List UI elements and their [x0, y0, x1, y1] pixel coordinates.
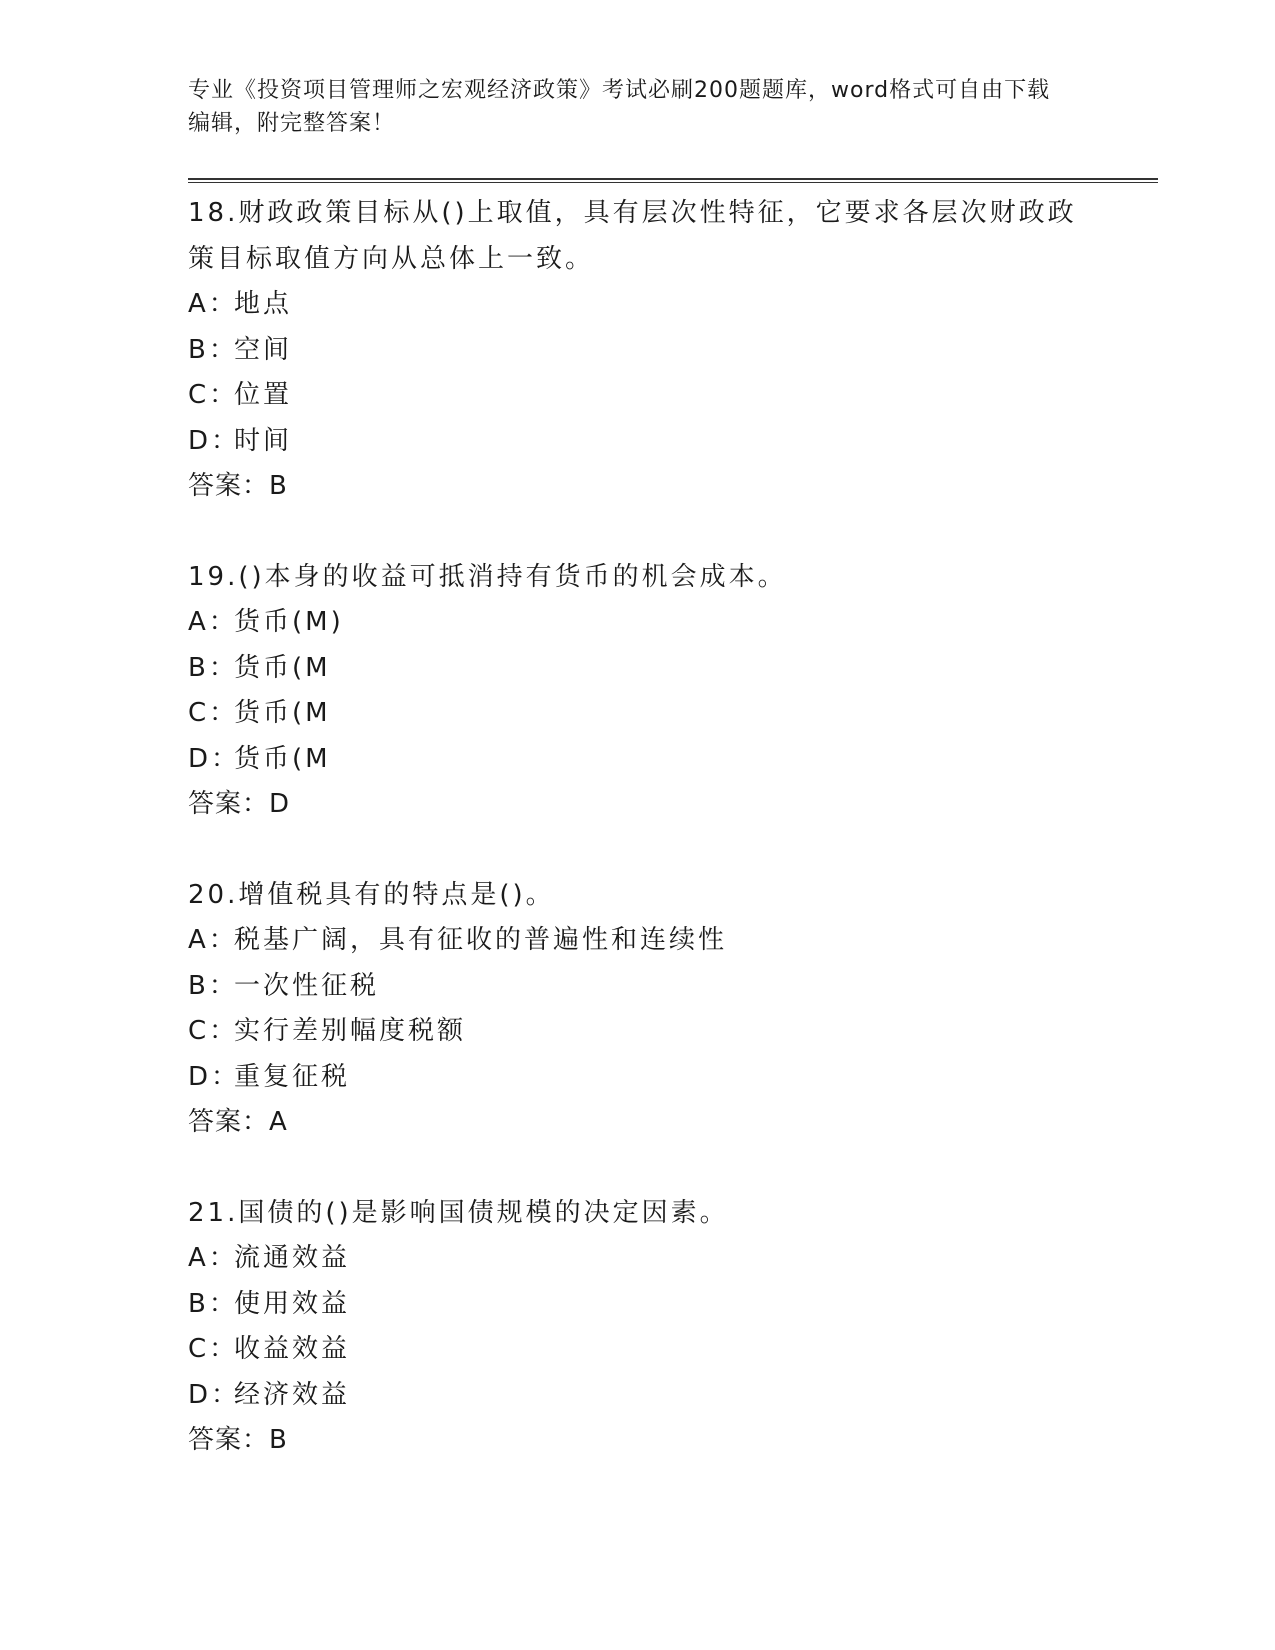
option-d	[188, 419, 1158, 465]
option-d	[188, 1373, 1158, 1419]
option-text: 货币(M	[234, 743, 331, 774]
question-21	[188, 1190, 1158, 1463]
option-text: 空间	[234, 334, 293, 365]
answer-line: 答案：A	[188, 1107, 288, 1137]
option-text: 重复征税	[234, 1061, 351, 1092]
option-letter: C：	[188, 698, 239, 728]
header-divider	[188, 178, 1158, 183]
option-b	[188, 646, 1158, 692]
option-c	[188, 691, 1158, 737]
option-text: 经济效益	[234, 1379, 351, 1410]
option-letter: A：	[188, 925, 238, 955]
option-text: 货币(M	[234, 652, 331, 683]
option-letter: C：	[188, 380, 239, 410]
option-text: 时间	[234, 425, 293, 456]
option-text: 流通效益	[234, 1243, 351, 1273]
option-text: 一次性征税	[234, 970, 380, 1001]
option-letter: A：	[188, 607, 238, 637]
option-d	[188, 737, 1158, 783]
option-letter: A：	[188, 1243, 238, 1273]
option-letter: C：	[188, 1016, 239, 1046]
option-text: 货币(M)	[234, 607, 344, 637]
answer-line: 答案：B	[188, 471, 288, 501]
question-18	[188, 190, 1158, 509]
option-letter: C：	[188, 1334, 239, 1364]
question-stem: 21.国债的()是影响国债规模的决定因素。	[188, 1198, 729, 1228]
question-stem: 18.财政政策目标从()上取值，具有层次性特征，它要求各层次财政政策目标取值方向从总体上一致。	[188, 198, 1077, 274]
option-text: 货币(M	[234, 698, 331, 728]
option-c	[188, 1327, 1158, 1373]
option-a	[188, 918, 1158, 964]
option-letter: D：	[188, 1379, 241, 1410]
option-text: 税基广阔，具有征收的普遍性和连续性	[234, 925, 728, 955]
option-text: 实行差别幅度税额	[234, 1016, 467, 1046]
option-a	[188, 1236, 1158, 1282]
question-19	[188, 554, 1158, 827]
question-list	[188, 190, 1158, 1508]
option-text: 地点	[234, 289, 293, 319]
option-letter: D：	[188, 743, 241, 774]
document-header: 专业《投资项目管理师之宏观经济政策》考试必刷200题题库，word格式可自由下载编辑，附完整答案！	[188, 78, 1051, 136]
option-letter: D：	[188, 1061, 241, 1092]
answer-line: 答案：B	[188, 1425, 288, 1455]
option-text: 使用效益	[234, 1288, 351, 1319]
option-letter: B：	[188, 1288, 238, 1319]
option-text: 收益效益	[234, 1334, 351, 1364]
question-20	[188, 872, 1158, 1145]
option-a	[188, 282, 1158, 328]
answer-line: 答案：D	[188, 789, 291, 819]
option-b	[188, 328, 1158, 374]
option-c	[188, 373, 1158, 419]
option-letter: B：	[188, 970, 238, 1001]
option-a	[188, 600, 1158, 646]
option-text: 位置	[234, 380, 293, 410]
option-b	[188, 1282, 1158, 1328]
option-letter: B：	[188, 652, 238, 683]
option-b	[188, 964, 1158, 1010]
option-c	[188, 1009, 1158, 1055]
option-letter: A：	[188, 289, 238, 319]
option-letter: B：	[188, 334, 238, 365]
question-stem: 19.()本身的收益可抵消持有货币的机会成本。	[188, 562, 787, 592]
option-d	[188, 1055, 1158, 1101]
question-stem: 20.增值税具有的特点是()。	[188, 880, 555, 910]
option-letter: D：	[188, 425, 241, 456]
